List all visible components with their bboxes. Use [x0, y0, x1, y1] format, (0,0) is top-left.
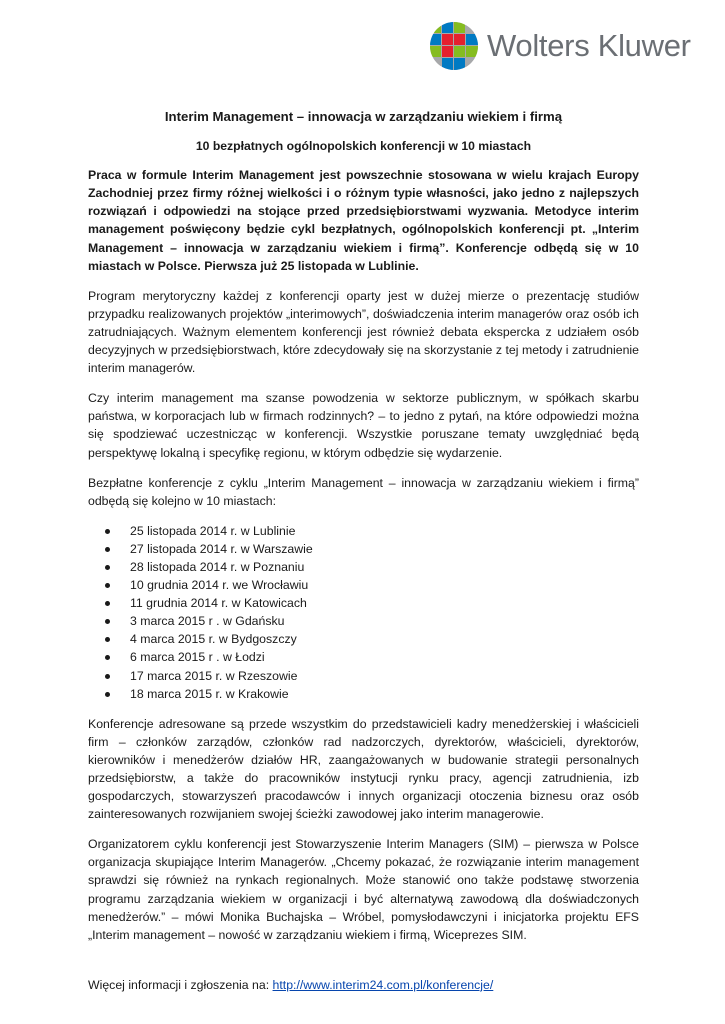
lead-paragraph: Praca w formule Interim Management jest powszechnie stosowana w wielu krajach Europy Zachodniej przez firmy różnej wielkości i o różnym typie własności, jako jedno z najlepszych rozwiązań i odpowiedzi na stojące przed przedsiębiorstwami wyzwania. Metodyce interim management poświęcony będzie cykl bezpłatnych, ogólnopolskich konferencji pt. „Interim Management – innowacja w zarządzaniu wiekiem i firmą”. Konferencje odbędą się w 10 miastach w Polsce. Pierwsza już 25 listopada w Lublinie. [88, 168, 639, 273]
paragraph-question: Czy interim management ma szanse powodzenia w sektorze publicznym, w spółkach skarbu państwa, w korporacjach lub w firmach rodzinnych? – to jedno z pytań, na które odpowiedzi można się spodziewać uczestnicząc w konferencji. Wszystkie poruszane tematy uwzględniać będą perspektywę lokalną i specyfikę regionu, w którym odbędzie się wydarzenie. [88, 391, 639, 460]
paragraph-program: Program merytoryczny każdej z konferencji oparty jest w dużej mierze o prezentację studiów przypadku realizowanych projektów „interimowych”, doświadczenia interim managerów oraz osób ich zatrudniających. Ważnym elementem konferencji jest również debata ekspercka z udziałem osób decyzyjnych w przedsiębiorstwach, które zdecydowały się na skorzystanie z tej metody i zatrudnienie interim managerów. [88, 288, 639, 376]
list-item: 4 marca 2015 r. w Bydgoszczy [88, 630, 639, 648]
wolters-kluwer-logo-icon [429, 21, 479, 71]
paragraph-organizer: Organizatorem cyklu konferencji jest Stowarzyszenie Interim Managers (SIM) – pierwsza w Polsce organizacja skupiające Interim Managerów. „Chcemy pokazać, że rozwiązanie interim management sprawdzi się również na rynkach regionalnych. Może stanowić ono także podstawę stworzenia programu zarządzania wiekiem w organizacji i być alternatywą zawodową dla doświadczonych menedżerów.” – mówi Monika Buchajska – Wróbel, pomysłodawczyni i inicjatorka projektu EFS „Interim management – nowość w zarządzaniu wiekiem i firmą, Wiceprezes SIM. [88, 837, 639, 942]
document-title: Interim Management – innowacja w zarządzaniu wiekiem i firmą [164, 109, 563, 124]
list-item: 17 marca 2015 r. w Rzeszowie [88, 667, 639, 685]
paragraph-cities-intro: Bezpłatne konferencje z cyklu „Interim Management – innowacja w zarządzaniu wiekiem i firmą” odbędą się kolejno w 10 miastach: [88, 475, 639, 508]
list-item: 28 listopada 2014 r. w Poznaniu [88, 558, 639, 576]
list-item: 3 marca 2015 r . w Gdańsku [88, 612, 639, 630]
list-item: 10 grudnia 2014 r. we Wrocławiu [88, 576, 639, 594]
more-info [88, 976, 639, 994]
more-info-label: Więcej informacji i zgłoszenia na: [88, 977, 273, 992]
press-release [88, 108, 639, 1006]
list-item: 11 grudnia 2014 r. w Katowicach [88, 594, 639, 612]
conference-cities-list [88, 522, 639, 703]
list-item: 27 listopada 2014 r. w Warszawie [88, 540, 639, 558]
list-item: 18 marca 2015 r. w Krakowie [88, 685, 639, 703]
document-subtitle: 10 bezpłatnych ogólnopolskich konferencji w 10 miastach [195, 139, 532, 154]
brand-name: Wolters Kluwer [487, 28, 691, 63]
list-item: 25 listopada 2014 r. w Lublinie [88, 522, 639, 540]
list-item: 6 marca 2015 r . w Łodzi [88, 648, 639, 666]
paragraph-audience: Konferencje adresowane są przede wszystkim do przedstawicieli kadry menedżerskiej i właścicieli firm – członków zarządów, członków rad nadzorczych, dyrektorów, właścicieli, dyrektorów, kierowników i menedżerów działów HR, zaangażowanych w budowanie strategii personalnych przedsiębiorstw, a także do pracowników instytucji rynku pracy, agencji zatrudnienia, izb gospodarczych, stowarzyszeń pracodawców i innych organizacji otoczenia biznesu oraz osób zainteresowanych rozwijaniem swojej ścieżki zawodowej jako interim managerowie. [88, 716, 639, 822]
conference-link[interactable]: http://www.interim24.com.pl/konferencje/ [272, 977, 494, 992]
brand-logo [429, 18, 719, 74]
